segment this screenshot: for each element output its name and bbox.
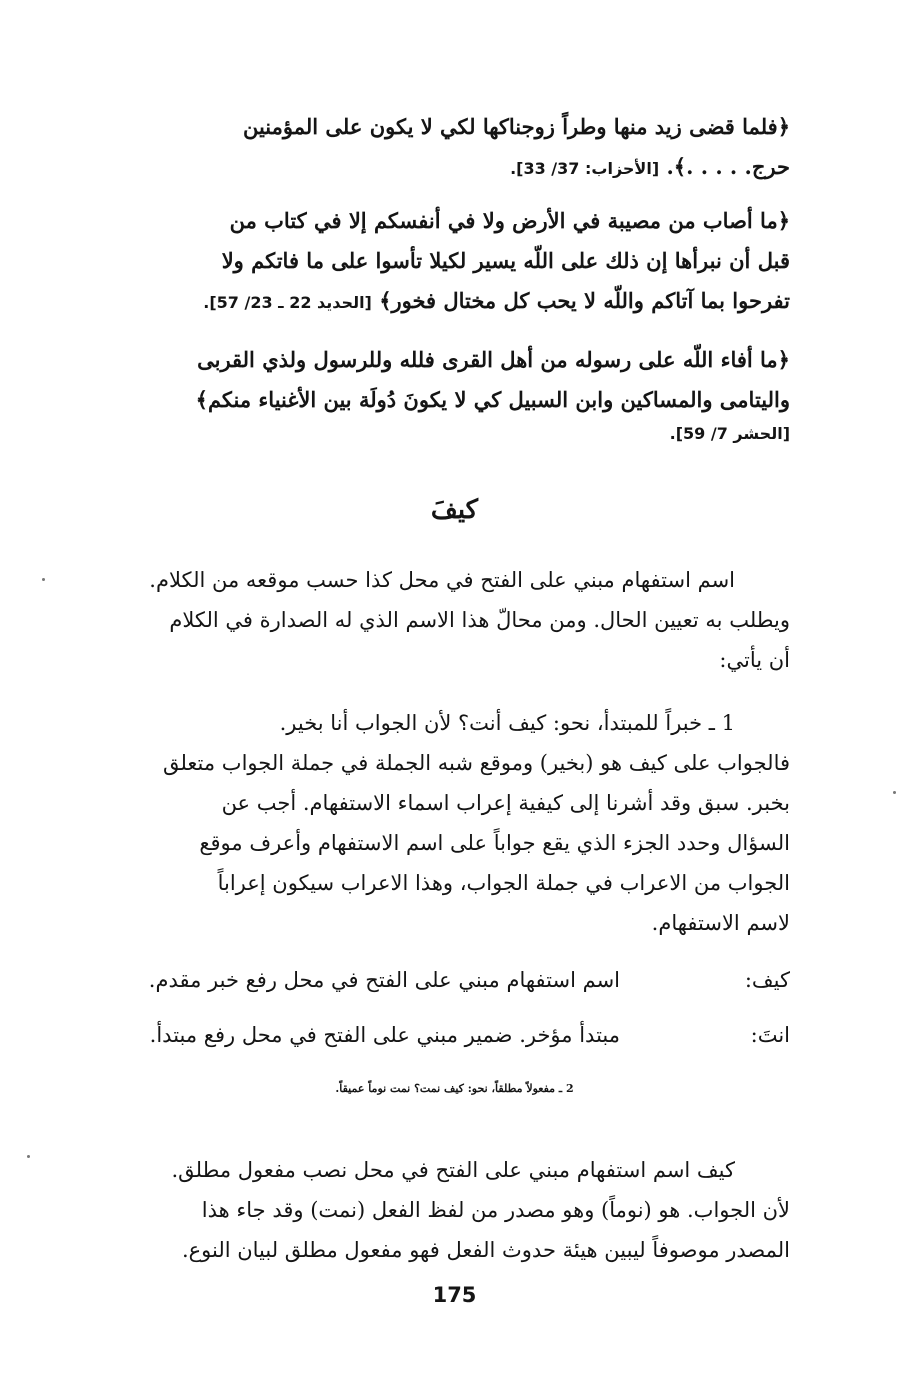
verse-reference: [الحشر 7/ 59]. — [669, 424, 790, 443]
paragraph-line: لأن الجواب. هو (نوماً) وهو مصدر من لفظ الفعل (نمت) وقد جاء هذا — [201, 1198, 790, 1222]
verse-line: تفرحوا بما آتاكم واللّه لا يحب كل مختال فخور﴾ [الحديد 22 ـ 23/ 57]. — [203, 288, 790, 313]
paragraph-line: المصدر موصوفاً ليبين هيئة حدوث الفعل فهو مفعول مطلق لبيان النوع. — [181, 1238, 790, 1262]
scan-speck — [42, 578, 45, 581]
verse-line: حرج. . . . .﴾. [الأحزاب: 37/ 33]. — [510, 154, 790, 179]
verse-line: ﴿ما أصاب من مصيبة في الأرض ولا في أنفسكم إلا في كتاب من — [229, 208, 790, 233]
verse-hadid — [78, 201, 790, 323]
verse-reference: [الأحزاب: 37/ 33]. — [510, 159, 660, 178]
section-1-paragraph — [78, 703, 790, 943]
paragraph-line: كيف اسم استفهام مبني على الفتح في محل نصب مفعول مطلق. — [171, 1158, 735, 1182]
verse-line: ﴿ما أفاء اللّه على رسوله من أهل القرى فلله وللرسول ولذي القربى — [197, 347, 790, 372]
paragraph-line: اسم استفهام مبني على الفتح في محل كذا حسب موقعه من الكلام. — [149, 568, 735, 592]
paragraph-line: ويطلب به تعيين الحال. ومن محالّ هذا الاسم الذي له الصدارة في الكلام — [169, 608, 790, 632]
paragraph-line: بخبر. سبق وقد أشرنا إلى كيفية إعراب اسماء الاستفهام. أجب عن — [221, 791, 790, 815]
parsing-description: مبتدأ مؤخر. ضمير مبني على الفتح في محل رفع مبتدأ. — [149, 1023, 620, 1047]
verse-line: قبل أن نبرأها إن ذلك على اللّه يسير لكيلا تأسوا على ما فاتكم ولا — [221, 248, 790, 273]
verse-line: واليتامى والمساكين وابن السبيل كي لا يكونَ دُولَة بين الأغنياء منكم﴾ — [195, 387, 790, 412]
section-heading: كيفَ — [430, 495, 479, 525]
paragraph-line: 1 ـ خبراً للمبتدأ، نحو: كيف أنت؟ لأن الجواب أنا بخير. — [279, 711, 735, 735]
parsing-description: اسم استفهام مبني على الفتح في محل رفع خبر مقدم. — [148, 968, 620, 992]
paragraph-line: لاسم الاستفهام. — [651, 911, 790, 935]
section-2-paragraph — [78, 1150, 790, 1270]
paragraph-line: الجواب من الاعراب في جملة الجواب، وهذا الاعراب سيكون إعراباً — [217, 871, 790, 895]
verse-hashr — [78, 340, 790, 448]
verse-line: ﴿فلما قضى زيد منها وطراً زوجناكها لكي لا يكون على المؤمنين — [242, 114, 790, 139]
parsing-term: كيف: — [744, 968, 790, 992]
scan-speck — [893, 791, 896, 794]
paragraph-line: أن يأتي: — [719, 648, 790, 672]
verse-ahzab — [78, 107, 790, 189]
parsing-term: انتَ: — [750, 1023, 790, 1047]
intro-paragraph — [78, 560, 790, 680]
page-number: 175 — [432, 1283, 477, 1307]
paragraph-line: فالجواب على كيف هو (بخير) وموقع شبه الجملة في جملة الجواب متعلق — [162, 751, 790, 775]
paragraph-line: السؤال وحدد الجزء الذي يقع جواباً على اسم الاستفهام وأعرف موقع — [199, 831, 790, 855]
scan-speck — [27, 1155, 30, 1158]
verse-reference: [الحديد 22 ـ 23/ 57]. — [203, 293, 372, 312]
section-2-title: 2 ـ مفعولاً مطلقاً، نحو: كيف نمت؟ نمت نوماً عميقاً. — [335, 1082, 574, 1095]
